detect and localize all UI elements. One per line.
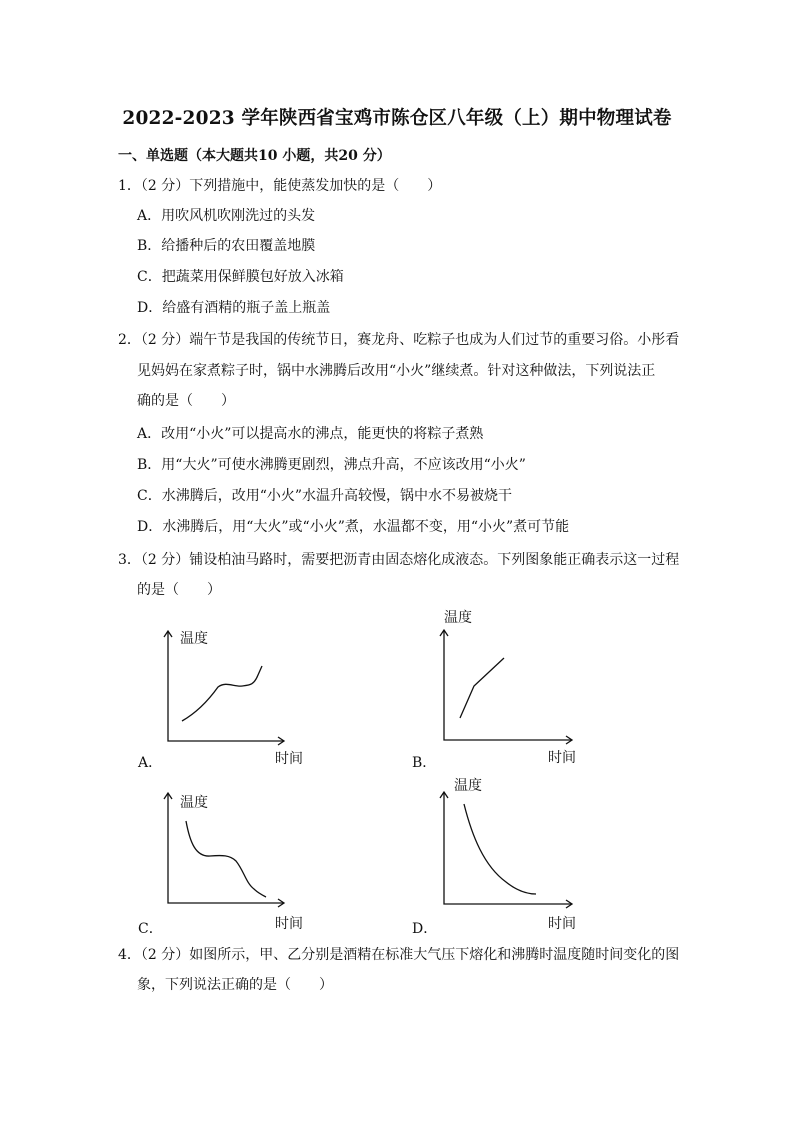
- question-1-option-b: B．给播种后的农田覆盖地膜: [137, 238, 316, 254]
- graph-a: [130, 615, 320, 775]
- graph-b-curve: [460, 658, 504, 718]
- page-title: 2022-2023 学年陕西省宝鸡市陈仓区八年级（上）期中物理试卷: [122, 108, 672, 129]
- question-2-option-d: D．水沸腾后，用“大火”或“小火”煮，水温都不变，用“小火”煮可节能: [137, 519, 570, 535]
- question-2-stem-line-2: 见妈妈在家煮粽子时，锅中水沸腾后改用“小火”继续煮。针对这种做法，下列说法正: [137, 363, 656, 379]
- section-heading: 一、单选题（本大题共10 小题，共20 分）: [118, 148, 391, 164]
- question-1-option-a: A．用吹风机吹刚洗过的头发: [137, 208, 316, 224]
- graph-a-axes: [168, 631, 284, 741]
- graph-d-curve: [464, 804, 536, 894]
- graph-b-x-label: 时间: [548, 750, 576, 766]
- question-3-stem-line-2: 的是（ ）: [137, 582, 221, 598]
- question-1-option-c: C．把蔬菜用保鲜膜包好放入冰箱: [137, 269, 344, 285]
- question-4-stem-line-1: 4．（2 分）如图所示，甲、乙分别是酒精在标准大气压下熔化和沸腾时温度随时间变化的图: [118, 947, 680, 963]
- question-2-option-b: B．用“大火”可使水沸腾更剧烈，沸点升高，不应该改用“小火”: [137, 457, 526, 473]
- question-2-option-c: C．水沸腾后，改用“小火”水温升高较慢，锅中水不易被烧干: [137, 488, 513, 504]
- question-1-stem: 1．（2 分）下列措施中，能使蒸发加快的是（ ）: [118, 178, 442, 194]
- graph-d-x-label: 时间: [548, 916, 576, 932]
- graph-b-y-label: 温度: [444, 610, 472, 626]
- graph-a-option-label: A．: [138, 755, 163, 771]
- graph-d-y-label: 温度: [454, 778, 482, 794]
- question-2-stem-line-3: 确的是（ ）: [137, 393, 235, 409]
- graph-d-option-label: D．: [412, 921, 438, 937]
- question-2-option-a: A．改用“小火”可以提高水的沸点，能更快的将粽子煮熟: [137, 426, 484, 442]
- graph-a-curve: [182, 666, 262, 721]
- graph-c: [130, 785, 320, 935]
- question-4-stem-line-2: 象，下列说法正确的是（ ）: [137, 977, 333, 993]
- question-3-stem-line-1: 3．（2 分）铺设柏油马路时，需要把沥青由固态熔化成液态。下列图象能正确表示这一过程: [118, 552, 680, 568]
- graph-a-x-label: 时间: [275, 751, 303, 767]
- graph-b: [406, 600, 596, 775]
- graph-d-axes: [444, 792, 572, 904]
- graph-c-curve: [186, 821, 266, 897]
- graph-a-y-label: 温度: [180, 631, 208, 647]
- graph-b-axes: [444, 630, 572, 740]
- question-1-option-d: D．给盛有酒精的瓶子盖上瓶盖: [137, 300, 331, 316]
- question-2-stem-line-1: 2．（2 分）端午节是我国的传统节日，赛龙舟、吃粽子也成为人们过节的重要习俗。小彤看: [118, 332, 680, 348]
- graph-c-y-label: 温度: [180, 795, 208, 811]
- graph-d: [406, 770, 596, 935]
- graph-c-option-label: C．: [138, 921, 163, 937]
- graph-b-option-label: B．: [412, 755, 437, 771]
- graph-c-x-label: 时间: [275, 916, 303, 932]
